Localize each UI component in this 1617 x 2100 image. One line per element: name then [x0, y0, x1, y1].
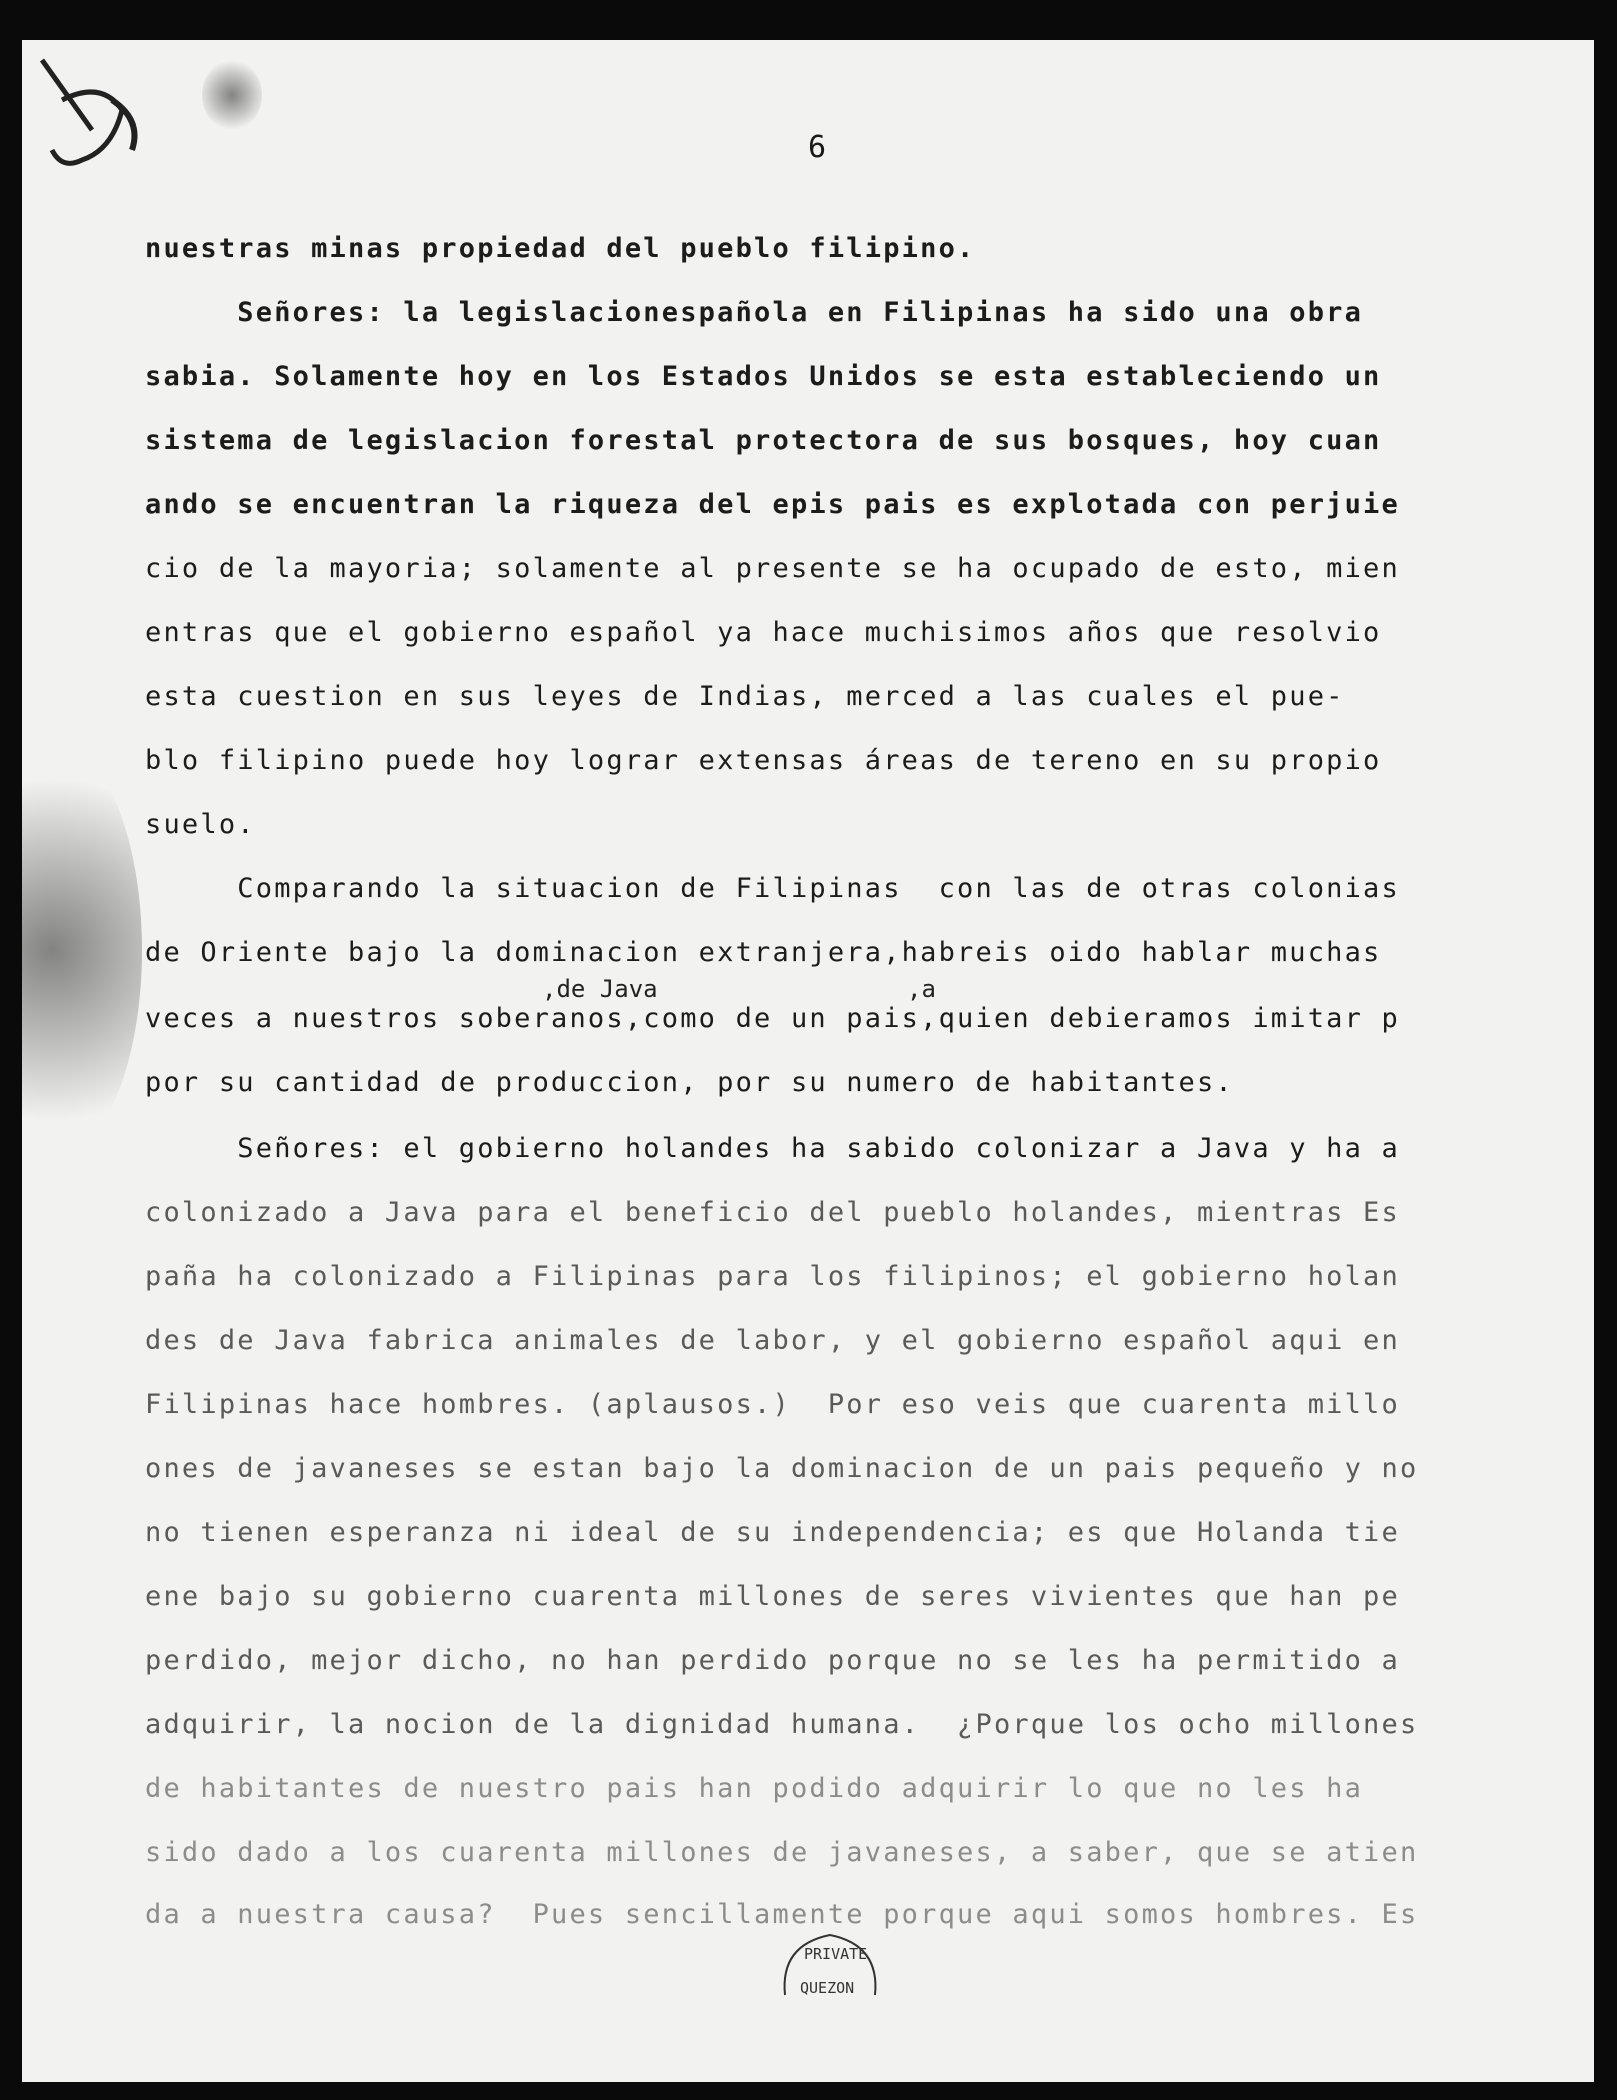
text-line: entras que el gobierno español ya hace muchisimos años que resolvio [145, 617, 1382, 648]
text-line: adquirir, la nocion de la dignidad humana. ¿Porque los ocho millones [145, 1709, 1419, 1740]
text-line: por su cantidad de produccion, por su numero de habitantes. [145, 1067, 1234, 1098]
text-line: Filipinas hace hombres. (aplausos.) Por eso veis que cuarenta millo [145, 1389, 1400, 1420]
text-line: sido dado a los cuarenta millones de javaneses, a saber, que se atien [145, 1837, 1419, 1868]
text-line: paña ha colonizado a Filipinas para los filipinos; el gobierno holan [145, 1261, 1400, 1292]
text-line: perdido, mejor dicho, no han perdido porque no se les ha permitido a [145, 1645, 1400, 1676]
text-line: ando se encuentran la riqueza del epis pais es explotada con perjuie [145, 489, 1400, 520]
text-line: ones de javaneses se estan bajo la dominacion de un pais pequeño y no [145, 1453, 1419, 1484]
stamp-top-text: PRIVATE [804, 1945, 868, 1963]
text-line: sabia. Solamente hoy en los Estados Unidos se esta estableciendo un [145, 361, 1382, 392]
text-line: veces a nuestros soberanos,como de un pais,quien debieramos imitar p [145, 1003, 1400, 1034]
text-line: des de Java fabrica animales de labor, y el gobierno español aqui en [145, 1325, 1400, 1356]
text-line: da a nuestra causa? Pues sencillamente porque aqui somos hombres. Es [145, 1899, 1419, 1930]
text-line: Comparando la situacion de Filipinas con las de otras colonias [145, 873, 1400, 904]
text-line: blo filipino puede hoy lograr extensas áreas de tereno en su propio [145, 745, 1382, 776]
text-line: no tienen esperanza ni ideal de su independencia; es que Holanda tie [145, 1517, 1400, 1548]
page-number: 6 [808, 130, 827, 165]
text-line: de habitantes de nuestro pais han podido adquirir lo que no les ha [145, 1773, 1364, 1804]
text-line: esta cuestion en sus leyes de Indias, merced a las cuales el pue- [145, 681, 1345, 712]
text-line: Señores: la legislacionespañola en Filipinas ha sido una obra [145, 297, 1364, 328]
document-page [22, 40, 1594, 2082]
stamp-bottom-text: QUEZON [800, 1979, 855, 1997]
text-line: Señores: el gobierno holandes ha sabido colonizar a Java y ha a [145, 1133, 1400, 1164]
interlinear-insert-java: ,de Java [542, 975, 658, 1003]
typed-text-body [22, 40, 1594, 2082]
interlinear-insert-a: ,a [907, 975, 936, 1003]
text-line: suelo. [145, 809, 256, 840]
text-line: nuestras minas propiedad del pueblo filipino. [145, 233, 976, 264]
text-line: cio de la mayoria; solamente al presente se ha ocupado de esto, mien [145, 553, 1400, 584]
text-line: sistema de legislacion forestal protectora de sus bosques, hoy cuan [145, 425, 1382, 456]
text-line: ene bajo su gobierno cuarenta millones de seres vivientes que han pe [145, 1581, 1400, 1612]
text-line: de Oriente bajo la dominacion extranjera,habreis oido hablar muchas [145, 937, 1382, 968]
text-line: colonizado a Java para el beneficio del pueblo holandes, mientras Es [145, 1197, 1400, 1228]
quezon-stamp [770, 1925, 890, 2015]
